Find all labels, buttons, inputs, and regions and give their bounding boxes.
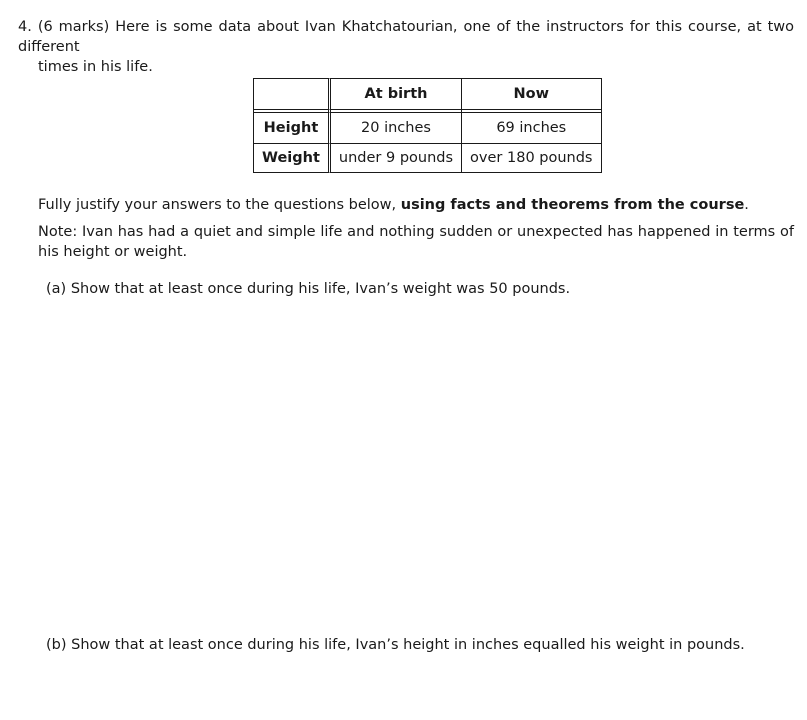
table-header-now: Now [462,78,601,110]
data-table [253,78,602,173]
question-intro-line1: Here is some data about Ivan Khatchatourian, one of the instructors for this course, at two different [18,19,795,55]
part-a-label: (a) [46,281,67,297]
table-header-empty [253,78,331,110]
justify-bold: using facts and theorems from the course [400,197,745,213]
question-number: 4. [18,19,32,35]
row-label-height: Height [253,112,331,143]
justify-instruction [38,195,794,215]
table-header-row [253,78,602,110]
table-row [253,112,602,143]
note-paragraph [38,222,794,262]
question-intro-line2: times in his life. [38,59,153,75]
weight-at-birth: under 9 pounds [331,143,462,173]
question-marks: (6 marks) [37,19,110,35]
part-b [46,635,745,655]
question-header [18,17,794,77]
note-line1: Note: Ivan has had a quiet and simple life and nothing sudden or unexpected has happened in terms of his height [38,224,794,260]
part-b-label: (b) [46,637,67,653]
table-header-at-birth: At birth [331,78,462,110]
part-b-text: Show that at least once during his life, Ivan’s height in inches equalled his weight in pounds. [71,637,745,653]
table-row [253,143,602,173]
part-a [46,279,570,299]
row-label-weight: Weight [253,143,331,173]
height-now: 69 inches [462,112,601,143]
weight-now: over 180 pounds [462,143,601,173]
note-line2: or weight. [114,244,188,260]
height-at-birth: 20 inches [331,112,462,143]
part-a-text: Show that at least once during his life, Ivan’s weight was 50 pounds. [70,281,571,297]
justify-suffix: . [744,197,749,213]
justify-prefix: Fully justify your answers to the questions below, [38,197,397,213]
